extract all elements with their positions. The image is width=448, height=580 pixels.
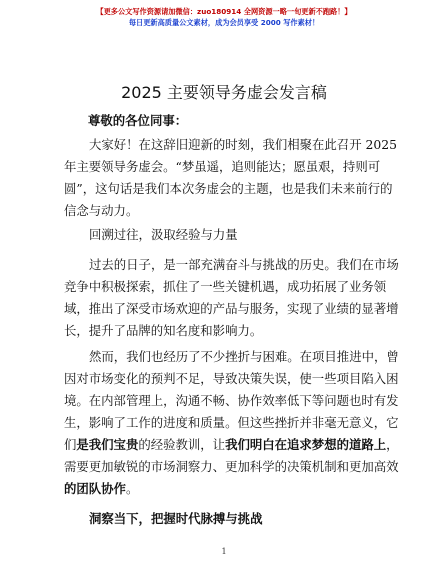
section-heading-review: 回溯过往，汲取经验与力量 bbox=[89, 227, 238, 242]
text-line-mixed bbox=[64, 478, 380, 500]
paragraph-setbacks bbox=[64, 346, 399, 500]
bold-run: 的团队协作 bbox=[64, 481, 126, 496]
text-line: 大家好！在这辞旧迎新的时刻，我们相聚在此召开 2025 bbox=[89, 137, 398, 152]
banner-line-2: 每日更新高质量公文素材，成为会员享受 2000 写作素材！ bbox=[128, 18, 320, 27]
bold-run: 我们明白在追求梦想的道路上 bbox=[225, 437, 387, 452]
banner-line-1: 【更多公文写作资源请加微信：zuo180914 全网资源一略一旬更新不跑路！】 bbox=[96, 7, 352, 16]
paragraph-achievements bbox=[64, 254, 399, 342]
text-line: 圆”，这句话是我们本次务虚会的主题，也是我们未来前行的 bbox=[64, 181, 393, 196]
text-line: 信念与动力。 bbox=[64, 203, 139, 218]
promo-banner bbox=[0, 6, 448, 28]
text-line: 境。在内部管理上，沟通不畅、协作效率低下等问题也时有发 bbox=[64, 393, 399, 408]
text-line-mixed bbox=[64, 434, 399, 456]
salutation: 尊敬的各位同事： bbox=[88, 113, 188, 128]
text-run: 的经验教训，让 bbox=[138, 437, 226, 452]
text-run: 们 bbox=[64, 437, 77, 452]
text-line: 长，提升了品牌的知名度和影响力。 bbox=[64, 323, 263, 338]
bold-run: 是我们宝贵 bbox=[76, 437, 139, 452]
text-line: 然而，我们也经历了不少挫折与困难。在项目推进中，曾 bbox=[89, 349, 399, 364]
text-line: 过去的日子，是一部充满奋斗与挑战的历史。我们在市场 bbox=[89, 257, 399, 272]
text-line: 竞争中积极探索，抓住了一些关键机遇，成功拓展了业务领 bbox=[64, 279, 387, 294]
text-line: 域，推出了深受市场欢迎的产品与服务，实现了业绩的显著增 bbox=[64, 301, 399, 316]
text-line: 生，影响了工作的进度和质量。但这些挫折并非毫无意义，它 bbox=[64, 415, 399, 430]
page-number: 1 bbox=[221, 547, 227, 556]
text-line: 需要更加敏锐的市场洞察力、更加科学的决策机制和更加高效 bbox=[64, 459, 399, 474]
text-line: 因对市场变化的预判不足，导致决策失误，使一些项目陷入困 bbox=[64, 371, 399, 386]
text-run: ， bbox=[386, 437, 399, 452]
text-run: 。 bbox=[125, 481, 139, 496]
text-line: 年主要领导务虚会。“梦虽遥，追则能达；愿虽艰，持则可 bbox=[64, 159, 381, 174]
section-heading-present: 洞察当下，把握时代脉搏与挑战 bbox=[89, 511, 263, 526]
document-title: 2025 主要领导务虚会发言稿 bbox=[121, 83, 327, 102]
paragraph-opening bbox=[64, 134, 398, 222]
